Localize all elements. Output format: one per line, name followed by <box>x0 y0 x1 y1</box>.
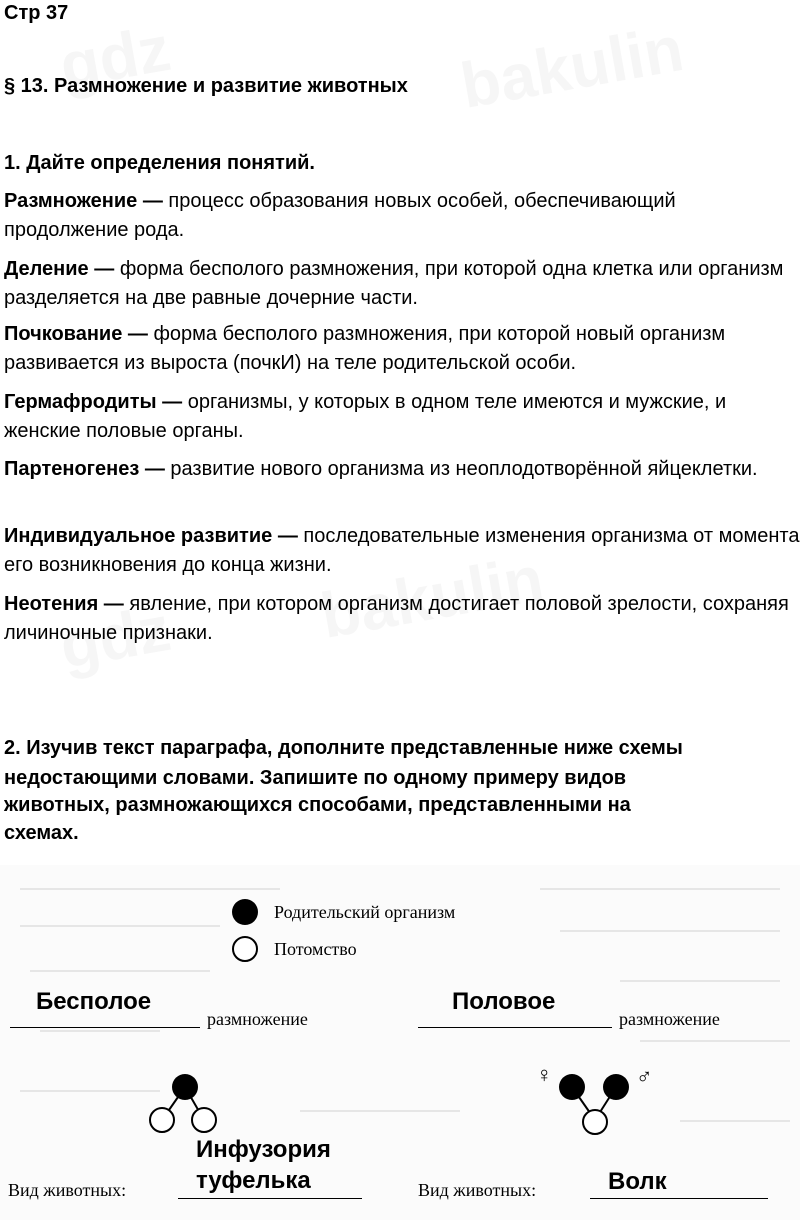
legend-offspring <box>232 936 357 962</box>
definition-dash: — <box>88 258 120 280</box>
definition-term: Деление <box>4 258 89 280</box>
task-2-title-line: недостающими словами. Запишите по одному примеру видов <box>4 767 627 789</box>
definition-dash: — <box>139 458 171 480</box>
right-scheme-suffix: размножение <box>619 1009 720 1029</box>
female-symbol: ♀ <box>536 1062 553 1087</box>
definition-term: Гермафродиты <box>4 391 157 413</box>
left-scheme-suffix: размножение <box>207 1009 308 1029</box>
right-species-label: Вид животных: <box>418 1180 537 1200</box>
male-symbol: ♂ <box>636 1064 653 1089</box>
definition-hermaphrodites <box>4 388 800 446</box>
definition-text: форма бесполого размножения, при которой новый организм развивается из выроста (почкИ) на теле родительской особи. <box>4 323 726 374</box>
definition-term: Почкование <box>4 323 123 345</box>
definition-dash: — <box>156 391 188 413</box>
task-2-title-line: животных, размножающихся способами, представленными на <box>4 794 631 816</box>
left-species-answer-line: Инфузория <box>196 1136 331 1163</box>
task-2-title-line: схемах. <box>4 822 79 844</box>
definition-dash: — <box>122 323 154 345</box>
definition-division <box>4 255 800 313</box>
definition-individual-development <box>4 522 800 580</box>
definition-text: организмы, у которых в одном теле имеются и мужские, и женские половые органы. <box>4 391 727 442</box>
definition-term: Индивидуальное развитие <box>4 525 273 547</box>
definition-dash: — <box>98 593 130 615</box>
legend-parent-label: Родительский организм <box>274 901 456 922</box>
offspring-marker <box>232 936 258 962</box>
watermark <box>455 11 688 123</box>
definition-dash: — <box>272 525 304 547</box>
offspring-marker <box>583 1110 607 1134</box>
definition-text: развитие нового организма из неоплодотворённой яйцеклетки. <box>170 458 758 480</box>
definition-neoteny <box>4 590 800 648</box>
definition-text: последовательные изменения организма от момента его возникновения до конца жизни. <box>4 525 800 576</box>
legend-parent <box>232 899 455 925</box>
definition-term: Партеногенез <box>4 458 140 480</box>
parent-organism-marker <box>172 1074 198 1100</box>
left-species-blank <box>178 1198 362 1199</box>
offspring-marker <box>150 1108 174 1132</box>
left-scheme-answer: Бесполое <box>36 988 152 1015</box>
asexual-reproduction-diagram <box>140 1065 230 1145</box>
left-species-answer-line: туфелька <box>196 1167 311 1194</box>
parent-organism-marker <box>232 899 258 925</box>
right-scheme-answer: Половое <box>452 988 556 1015</box>
right-species-answer: Волк <box>608 1168 667 1195</box>
legend-offspring-label: Потомство <box>274 938 357 959</box>
definition-term: Неотения <box>4 593 99 615</box>
task-2-title-line: 2. Изучив текст параграфа, дополните представленные ниже схемы <box>4 737 683 759</box>
sexual-reproduction-diagram <box>550 1065 640 1145</box>
task-1-title: 1. Дайте определения понятий. <box>4 152 315 174</box>
right-species-blank <box>590 1198 768 1199</box>
left-scheme-blank <box>10 1027 200 1028</box>
offspring-marker <box>192 1108 216 1132</box>
definition-parthenogenesis <box>4 455 800 484</box>
page-label: Стр 37 <box>4 2 69 24</box>
definition-reproduction <box>4 187 800 245</box>
definition-text: процесс образования новых особей, обеспечивающий продолжение рода. <box>4 190 676 241</box>
male-parent-marker <box>603 1074 629 1100</box>
definition-dash: — <box>137 190 169 212</box>
left-species-label: Вид животных: <box>8 1180 127 1200</box>
female-parent-marker <box>559 1074 585 1100</box>
definition-text: форма бесполого размножения, при которой одна клетка или организм разделяется на две равные дочерние части. <box>4 258 784 309</box>
definition-term: Размножение <box>4 190 138 212</box>
right-scheme-blank <box>418 1027 612 1028</box>
definition-text: явление, при котором организм достигает половой зрелости, сохраняя личиночные признаки. <box>4 593 789 644</box>
section-title: § 13. Размножение и развитие животных <box>4 75 408 97</box>
definition-budding <box>4 320 800 378</box>
